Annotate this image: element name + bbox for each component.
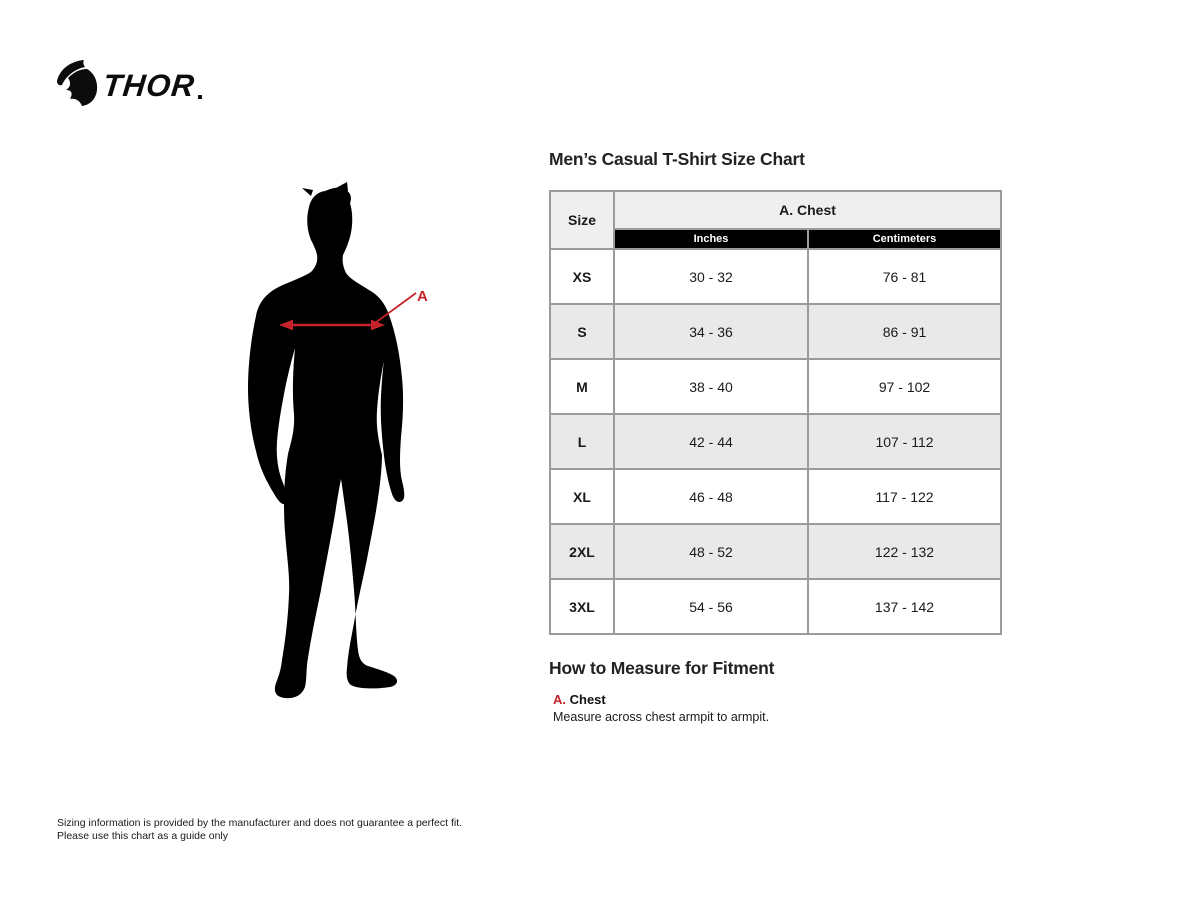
inches-value: 48 - 52 [614,524,808,579]
thor-logo [53,58,202,108]
measure-item-chest [553,692,606,707]
table-row-m [550,359,1001,414]
trademark-dot [198,95,202,99]
chest-label-a: A [417,288,428,305]
centimeters-value: 76 - 81 [808,249,1001,304]
size-label: S [550,304,614,359]
centimeters-value: 122 - 132 [808,524,1001,579]
sizing-disclaimer [57,817,462,843]
size-label: 2XL [550,524,614,579]
size-chart-table [549,190,1002,635]
centimeters-value: 86 - 91 [808,304,1001,359]
size-chart-title: Men’s Casual T-Shirt Size Chart [549,149,805,169]
measure-item-description: Measure across chest armpit to armpit. [553,710,770,724]
table-row-3xl [550,579,1001,634]
inches-value: 34 - 36 [614,304,808,359]
measure-item-key: A. [553,692,566,707]
measure-item-name: Chest [569,692,606,707]
table-row-l [550,414,1001,469]
unit-header-row [550,229,1001,249]
ram-head-icon [53,58,99,108]
table-header-row [550,191,1001,229]
size-label: M [550,359,614,414]
body-silhouette [248,188,404,699]
size-label: 3XL [550,579,614,634]
how-to-measure-title: How to Measure for Fitment [549,658,775,678]
centimeters-unit-header: Centimeters [808,229,1001,249]
centimeters-value: 107 - 112 [808,414,1001,469]
centimeters-value: 117 - 122 [808,469,1001,524]
size-label: L [550,414,614,469]
inches-value: 54 - 56 [614,579,808,634]
size-column-header: Size [550,191,614,249]
table-row-s [550,304,1001,359]
centimeters-value: 97 - 102 [808,359,1001,414]
chest-group-header: A. Chest [614,191,1001,229]
inches-unit-header: Inches [614,229,808,249]
inches-value: 42 - 44 [614,414,808,469]
centimeters-value: 137 - 142 [808,579,1001,634]
table-row-xl [550,469,1001,524]
table-row-2xl [550,524,1001,579]
inches-value: 46 - 48 [614,469,808,524]
inches-value: 38 - 40 [614,359,808,414]
disclaimer-line-2: Please use this chart as a guide only [57,830,229,842]
size-label: XL [550,469,614,524]
table-row-xs [550,249,1001,304]
male-silhouette-figure [240,180,460,710]
thor-logo-text: THOR [101,68,197,103]
inches-value: 30 - 32 [614,249,808,304]
disclaimer-line-1: Sizing information is provided by the manufacturer and does not guarantee a perfect fit. [57,817,463,829]
size-label: XS [550,249,614,304]
